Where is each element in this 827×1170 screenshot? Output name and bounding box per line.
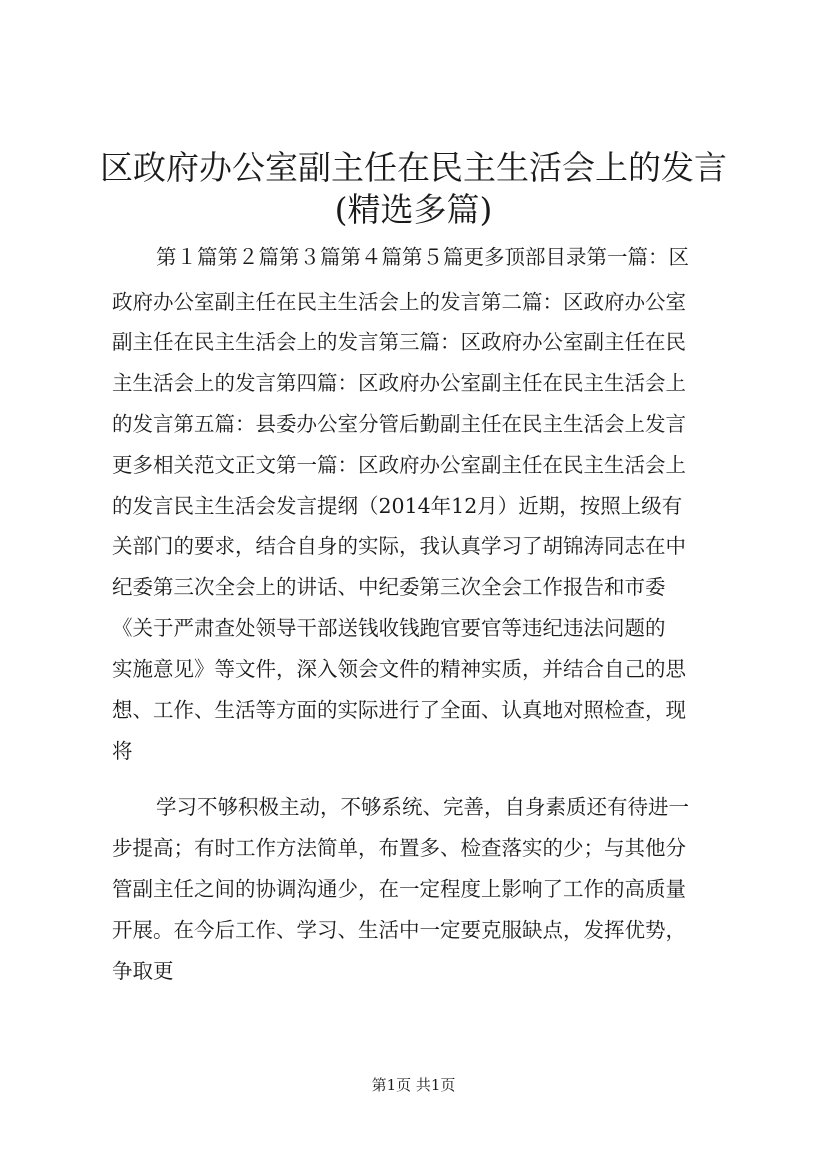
paragraph-1-line: 副主任在民主生活会上的发言第三篇：区政府办公室副主任在民 [112, 330, 686, 354]
paragraph-2-line: 管副主任之间的协调沟通少，在一定程度上影响了工作的高质量 [112, 877, 686, 901]
paragraph-2-line: 步提高；有时工作方法简单，布置多、检查落实的少；与其他分 [112, 836, 686, 860]
paragraph-2-line: 学习不够积极主动，不够系统、完善，自身素质还有待进一 [156, 795, 689, 819]
paragraph-1-line: 纪委第三次全会上的讲话、中纪委第三次全会工作报告和市委 [112, 575, 666, 599]
paragraph-1-line: 想、工作、生活等方面的实际进行了全面、认真地对照检查，现 [112, 698, 686, 722]
paragraph-1-line: 将 [112, 739, 133, 763]
paragraph-2-line: 争取更 [112, 959, 174, 983]
paragraph-1-line: 主生活会上的发言第四篇：区政府办公室副主任在民主生活会上 [112, 371, 686, 395]
paragraph-1-line: 的发言民主生活会发言提纲（2014年12月）近期，按照上级有 [112, 494, 683, 518]
paragraph-1-line: 实施意见》等文件，深入领会文件的精神实质，并结合自己的思 [112, 657, 686, 681]
paragraph-1-line: 政府办公室副主任在民主生活会上的发言第二篇：区政府办公室 [112, 290, 686, 314]
document-title-line2: (精选多篇) [334, 190, 493, 229]
paragraph-1-line: 关部门的要求，结合自身的实际，我认真学习了胡锦涛同志在中 [112, 534, 686, 558]
document-title-line1: 区政府办公室副主任在民主生活会上的发言 [100, 148, 727, 187]
paragraph-1-line: 第１篇第２篇第３篇第４篇第５篇更多顶部目录第一篇：区 [156, 245, 689, 269]
paragraph-2-line: 开展。在今后工作、学习、生活中一定要克服缺点，发挥优势， [112, 918, 686, 942]
paragraph-1-line: 的发言第五篇：县委办公室分管后勤副主任在民主生活会上发言 [112, 412, 686, 436]
page-footer: 第1页 共1页 [371, 1076, 456, 1094]
paragraph-1-line: 《关于严肃查处领导干部送钱收钱跑官要官等违纪违法问题的 [112, 616, 666, 640]
paragraph-1-line: 更多相关范文正文第一篇：区政府办公室副主任在民主生活会上 [112, 453, 686, 477]
